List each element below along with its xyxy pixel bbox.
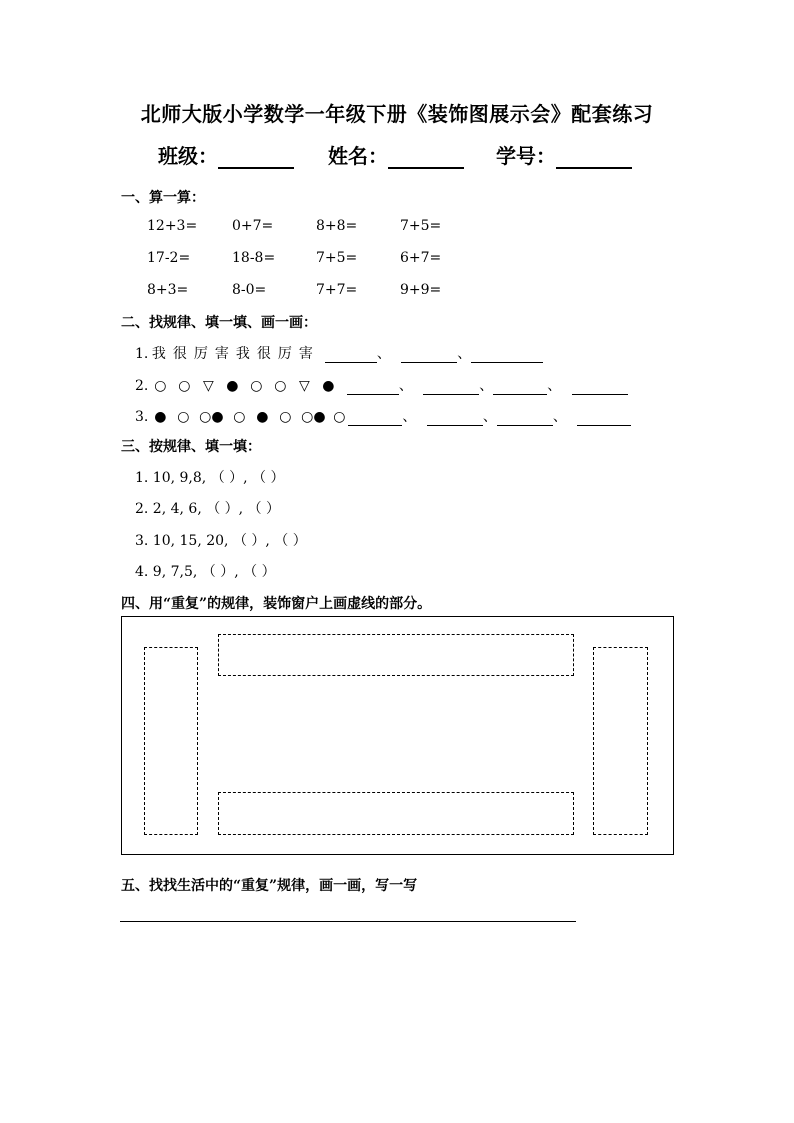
page-title: 北师大版小学数学一年级下册《装饰图展示会》配套练习 [140, 102, 654, 126]
answer-blank[interactable] [423, 380, 479, 395]
circle-icon: ○ [274, 378, 287, 394]
id-blank[interactable] [556, 149, 632, 169]
circle-icon: ○ [177, 409, 190, 425]
q-number: 1. [135, 346, 149, 362]
separator: 、 [376, 346, 391, 362]
answer-blank[interactable] [427, 411, 483, 426]
separator: 、 [482, 409, 497, 425]
circle-icon: ○ [333, 409, 346, 425]
exercise: 8-0= [232, 282, 267, 298]
pattern-char: 我 [235, 346, 250, 362]
sequence-question: 4. 9, 7,5, （ ）, （ ） [135, 564, 276, 580]
sequence-question: 1. 10, 9,8, （ ）, （ ） [135, 470, 285, 486]
answer-blank[interactable] [325, 348, 377, 363]
pattern-char: 我 [151, 346, 166, 362]
pattern-char: 害 [214, 346, 229, 362]
pattern-char: 很 [256, 346, 271, 362]
section4-heading: 四、用“重复”的规律，装饰窗户上画虚线的部分。 [121, 596, 432, 612]
exercise: 8+8= [316, 218, 358, 234]
class-label: 班级： [158, 144, 218, 168]
filled-circle-icon: ● [256, 409, 269, 425]
exercise: 7+7= [316, 282, 358, 298]
section1-heading: 一、算一算： [121, 190, 205, 206]
id-field [496, 140, 632, 169]
circle-filled-pair-icon: ○● [199, 409, 224, 425]
window-frame [121, 616, 674, 855]
exercise: 9+9= [400, 282, 442, 298]
answer-blank[interactable] [577, 411, 631, 426]
pattern-char: 厉 [277, 346, 292, 362]
pattern-row-2 [135, 375, 628, 395]
circle-icon: ○ [154, 378, 167, 394]
separator: 、 [457, 346, 472, 362]
pattern-char: 厉 [193, 346, 208, 362]
filled-circle-icon: ● [226, 378, 239, 394]
separator: 、 [479, 378, 494, 394]
answer-blank[interactable] [401, 348, 457, 363]
circle-icon: ○ [250, 378, 263, 394]
q-number: 2. [135, 378, 149, 394]
filled-circle-icon: ● [322, 378, 335, 394]
writing-line[interactable] [120, 921, 576, 922]
circle-icon: ○ [279, 409, 292, 425]
class-field [158, 140, 294, 169]
q-number: 3. [135, 409, 149, 425]
left-dashed-panel[interactable] [144, 647, 198, 835]
circle-icon: ○ [178, 378, 191, 394]
name-label: 姓名： [328, 144, 388, 168]
separator: 、 [547, 378, 562, 394]
exercise: 17-2= [147, 250, 191, 266]
circle-icon: ○ [233, 409, 246, 425]
answer-blank[interactable] [347, 380, 399, 395]
exercise: 6+7= [400, 250, 442, 266]
pattern-char: 害 [298, 346, 313, 362]
right-dashed-panel[interactable] [593, 647, 648, 835]
answer-blank[interactable] [471, 348, 543, 363]
top-dashed-panel[interactable] [218, 634, 574, 676]
answer-blank[interactable] [497, 411, 553, 426]
triangle-down-icon: ▽ [298, 378, 310, 394]
answer-blank[interactable] [493, 380, 547, 395]
filled-circle-icon: ● [154, 409, 167, 425]
name-field [328, 140, 464, 169]
pattern-char: 很 [172, 346, 187, 362]
circle-filled-pair-icon: ○● [301, 409, 326, 425]
section3-heading: 三、按规律、填一填： [121, 439, 261, 455]
triangle-down-icon: ▽ [202, 378, 214, 394]
exercise: 8+3= [147, 282, 189, 298]
bottom-dashed-panel[interactable] [218, 792, 574, 835]
exercise: 12+3= [147, 218, 198, 234]
class-blank[interactable] [218, 149, 294, 169]
pattern-row-1 [135, 343, 543, 363]
sequence-question: 2. 2, 4, 6, （ ）, （ ） [135, 501, 281, 517]
section5-heading: 五、找找生活中的“重复”规律，画一画，写一写 [121, 878, 418, 894]
name-blank[interactable] [388, 149, 464, 169]
answer-blank[interactable] [572, 380, 628, 395]
section2-heading: 二、找规律、填一填、画一画： [121, 315, 317, 331]
sequence-question: 3. 10, 15, 20, （ ）, （ ） [135, 533, 307, 549]
exercise: 7+5= [400, 218, 442, 234]
exercise: 18-8= [232, 250, 276, 266]
answer-blank[interactable] [348, 411, 402, 426]
separator: 、 [402, 409, 417, 425]
id-label: 学号： [496, 144, 556, 168]
exercise: 7+5= [316, 250, 358, 266]
exercise: 0+7= [232, 218, 274, 234]
separator: 、 [552, 409, 567, 425]
pattern-row-3 [135, 406, 631, 426]
separator: 、 [398, 378, 413, 394]
